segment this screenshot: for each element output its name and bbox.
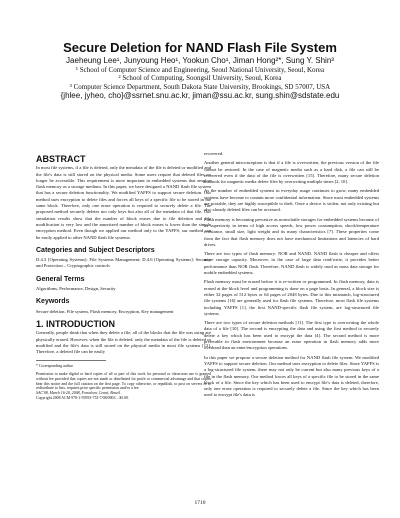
general-terms-heading: General Terms — [36, 275, 85, 283]
paragraph: There are two types of secure deletion methods [11]. The first type is overwriting the whole data of a file [10]. The second is encrypting the data and using the first method to securely delete a key which has been used to encrypt the data [4]. The second method is more preferable in flash environment because an erase operation in flash memory adds more overhead than an enter/encryption operations. — [204, 320, 379, 351]
left-column — [36, 150, 211, 400]
permission-notice — [36, 372, 211, 400]
author-emails: {jhlee, jyheo, cho}@ssrnet.snu.ac.kr, jiman@ssu.ac.kr, sung.shin@sdstate.edu — [60, 91, 340, 100]
categories-text: D.4.3 [Operating Systems]: File Systems Management; D.4.6 [Operating Systems]: Security and Protection – Cryptographic controls — [36, 257, 211, 269]
paragraph: recovered. — [204, 151, 224, 156]
categories-heading: Categories and Subject Descriptors — [36, 246, 155, 254]
keywords-text: Secure deletion, File system, Flash memory, Encryption, Key management — [36, 308, 174, 314]
introduction-heading: 1. INTRODUCTION — [36, 318, 116, 329]
affiliation-2: ² School of Computing, Soongsil University, Seoul, Korea — [118, 74, 282, 82]
keywords-heading: Keywords — [36, 298, 70, 306]
paragraph: There are two types of flash memory: NOR and NAND. NAND flash is cheaper and offers more storage capacity. Moreover, in the case of large data read/write, it provides better performance than NOR flash. Therefore, NAND flash is widely used as mass data storage for mobile embedded systems. — [204, 251, 379, 276]
copyright-line: Copyright 2008 ACM 978-1-59593-753-7/08/0003…$5.00. — [36, 395, 130, 400]
paragraph: In this paper we propose a secure deletion method for NAND flash file system. We modified YAFFS to support secure deletion. Our method uses encryption to delete files. Since YAFFS is a log-structured file system, there may not only be current but also many previous keys of a file in the flash memory. Our method forces all keys of a specific file to be stored in the same block of a file. Since the key which has been used to encrypt file's data is deleted, therefore, only one erase operation is required to securely delete a file. Since the key which has been used to encrypt file's data is — [204, 354, 379, 398]
affiliation-3: ³ Computer Science Department, South Dakota State University, Brookings, SD 57007, USA — [69, 82, 331, 91]
author-names: Jaeheung Lee¹, Junyoung Heo¹, Yookun Cho¹, Jiman Hong²*, Sung Y. Shin³ — [66, 56, 334, 65]
corresponding-author-note: * Corresponding author — [36, 360, 106, 369]
paragraph: Flash memory is becoming pervasive as nonvolatile storages for embedded systems because of its superiority in terms of high access speeds, low power consumption, shock/temperature resistance, small size, light weight and its many characteristics [7]. These properties come from the fact that flash memory does not have mechanical limitations and latencies of hard drives. — [204, 216, 379, 247]
permission-text: Permission to make digital or hard copies of all or part of this work for personal or classroom use is granted without fee provided that copies are not made or distributed for profit or commercial advantage and that copies bear this notice and the full citation on the first page. To copy otherwise, or republish, to post on servers or to redistribute to lists, requires prior specific permission and/or a fee. — [36, 372, 211, 391]
general-terms-text: Algorithms, Performance, Design, Security — [36, 286, 116, 292]
abstract-text: In most file systems, if a file is deleted, only the metadata of the file is deleted or modified and the file's data is still stored on the physical media. Some users require that deleted files no longer be accessible. This requirement is more important in embedded systems that employ flash memory as a storage medium. In this paper, we have designed a NAND flash file system that has a secure deletion functionality. We modified YAFFS to support secure deletion. Our method uses encryption to delete files and forces all keys of a specific file to be stored in the same block. Therefore, only one erase operation is required to securely delete a file. The proposed method securely deletes not only keys but also all of the metadata of that file. Our simulation results show that the number of block erases due to file deletion and file modification is very low and the amortized number of block erases is lower than the simple encryption method. Even though we applied our method only to the YAFFS, our method can be easily applied to other NAND flash file systems. — [36, 165, 211, 240]
right-column — [204, 151, 379, 402]
paragraph: As the number of embedded systems in everyday usage continues to grow, many embedded systems have become to contain more confidential information. Since most embedded systems are portable, they are highly susceptible to theft. Once a device is stolen, not only existing but also already deleted files can be accessed. — [204, 188, 379, 213]
page-number: 1710 — [194, 500, 206, 506]
affiliation-1: ¹ School of Computer Science and Engineering, Seoul National University, Seoul, Korea — [75, 65, 325, 74]
abstract-heading: ABSTRACT — [36, 154, 86, 164]
introduction-text: Generally, people think that when they delete a file, all of the blocks that the file was using are physically erased. However, when the file is deleted, only the metadata of the file is deleted or modified and the file's data is still stored on the physical media in most file systems [12]. Therefore, a deleted file can be easily — [36, 330, 211, 355]
paragraph: Another general misconception is that if a file is overwritten, the previous version of the file cannot be restored. In the case of magnetic media such as a hard disk, a file can still be recovered even if the data of the file is overwritten [15]. Therefore, many secure deletion methods for magnetic media delete files by overwriting multiple times [2, 10]. — [204, 160, 379, 185]
paper-title: Secure Deletion for NAND Flash File System — [63, 40, 337, 55]
conference-line: SAC'08, March 16-20, 2008, Fortaleza, Ceará, Brazil. — [36, 391, 121, 396]
author-block — [0, 57, 400, 101]
paragraph: Flash memory must be erased before it is re-written or programmed. In flash memory, data is erased at the block level and programming is done on a page basis. In general, a block size is either 32 pages of 512 bytes or 64 pages of 2048 bytes. Due to this mismatch, log-structured file systems [16] are generally used for flash file systems. Therefore, most flash file systems including YAFFS [1], the first NAND-specific flash file system, are log-structured file systems. — [204, 279, 379, 316]
